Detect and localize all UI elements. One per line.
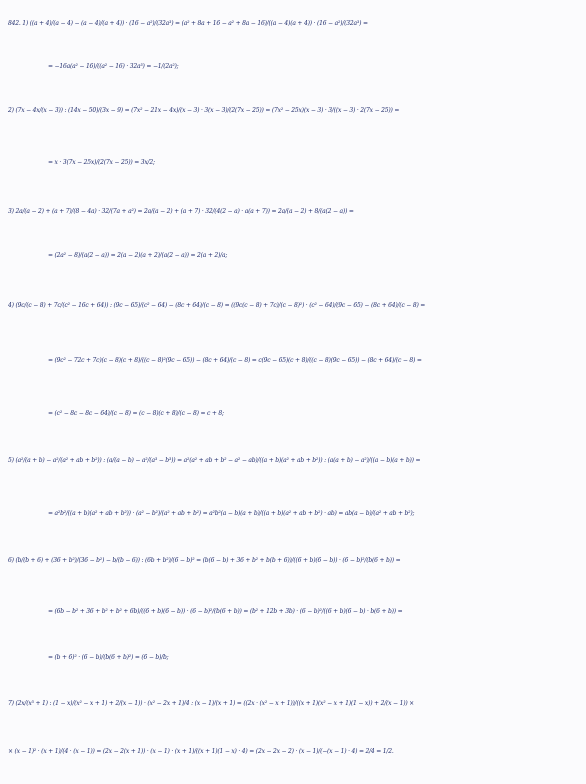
line-5: 3) 2a/(a − 2) + (a + 7)/(8 − 4a) · 32/(7a + a²) = 2a/(a − 2) + (a + 7) · 32/(4(2 − a) · a(a + 7)) = 2a/(a − 2) + 8/(a(2 − a)) =: [8, 208, 354, 215]
line-6: = (2a² − 8)/(a(2 − a)) = 2(a − 2)(a + 2)/(a(2 − a)) = 2(a + 2)/a;: [48, 252, 228, 259]
line-9: = (c² − 8c − 8c − 64)/(c − 8) = (c − 8)(c + 8)/(c − 8) = c + 8;: [48, 410, 224, 417]
line-2: = −16a(a² − 16)/((a² − 16) · 32a³) = −1/(2a²);: [48, 63, 179, 70]
line-1: 842. 1) ((a + 4)/(a − 4) − (a − 4)/(a + 4)) · (16 − a²)/(32a³) = (a² + 8a + 16 − a² + 8a − 16)/((a − 4)(a + 4)) · (16 − a²)/(32a³) =: [8, 20, 368, 27]
line-14: = (b + 6)² · (6 − b)/(b(6 + b)²) = (6 − b)/b;: [48, 654, 169, 661]
line-4: = x · 3(7x − 25x)/(2(7x − 25)) = 3x/2;: [48, 159, 155, 166]
line-8: = (9c² − 72c + 7c)(c − 8)(c + 8)/((c − 8)²(9c − 65)) − (8c + 64)/(c − 8) = c(9c − 65)(c + 8)/((c − 8)(9c − 65)) − (8c + 64)/(c − 8) =: [48, 357, 422, 364]
line-16: × (x − 1)² · (x + 1)/(4 · (x − 1)) = (2x − 2(x + 1)) · (x − 1) · (x + 1)/((x + 1)(1 − x) · 4) = (2x − 2x − 2) · (x − 1)/(−(x − 1) · 4) = 2/4 = 1/2.: [8, 748, 394, 755]
line-12: 6) (b/(b + 6) + (36 + b²)/(36 − b²) − b/(b − 6)) : (6b + b²)/(6 − b)² = (b(6 − b) + 36 + b² + b(b + 6))/((6 + b)(6 − b)) · (6 − b)²/(b(6 + b)) =: [8, 557, 401, 564]
line-7: 4) (9c/(c − 8) + 7c/(c² − 16c + 64)) : (9c − 65)/(c² − 64) − (8c + 64)/(c − 8) = ((9c(c − 8) + 7c)/(c − 8)²) · (c² − 64)/(9c − 65) − (8c + 64)/(c − 8) =: [8, 302, 426, 309]
line-13: = (6b − b² + 36 + b² + b² + 6b)/((6 + b)(6 − b)) · (6 − b)²/(b(6 + b)) = (b² + 12b + 3b) · (6 − b)²/((6 + b)(6 − b) · b(6 + b)) =: [48, 608, 403, 615]
line-11: = a²b²/((a + b)(a² + ab + b²)) · (a² − b²)/(a² + ab + b²) = a²b²(a − b)(a + b)/((a + b)(a² + ab + b²) · ab) = ab(a − b)/(a² + ab + b²);: [48, 510, 415, 517]
line-3: 2) (7x − 4x/(x − 3)) : (14x − 50)/(3x − 9) = (7x² − 21x − 4x)/(x − 3) · 3(x − 3)/(2(7x − 25)) = (7x² − 25x)(x − 3) · 3/((x − 3) · 2(7x − 25)) =: [8, 107, 400, 114]
line-15: 7) (2x/(x³ + 1) : (1 − x)/(x² − x + 1) + 2/(x − 1)) · (x² − 2x + 1)/4 : (x − 1)/(x + 1) = ((2x · (x² − x + 1))/((x + 1)(x² − x + 1)(1 − x)) + 2/(x − 1)) ×: [8, 700, 415, 707]
line-10: 5) (a²/(a + b) − a²/(a² + ab + b²)) : (a/(a − b) − a²/(a³ − b³)) = a²(a² + ab + b² − a² − ab)/((a + b)(a² + ab + b²)) : (a(a + b) − a²)/((a − b)(a + b)) =: [8, 457, 421, 464]
